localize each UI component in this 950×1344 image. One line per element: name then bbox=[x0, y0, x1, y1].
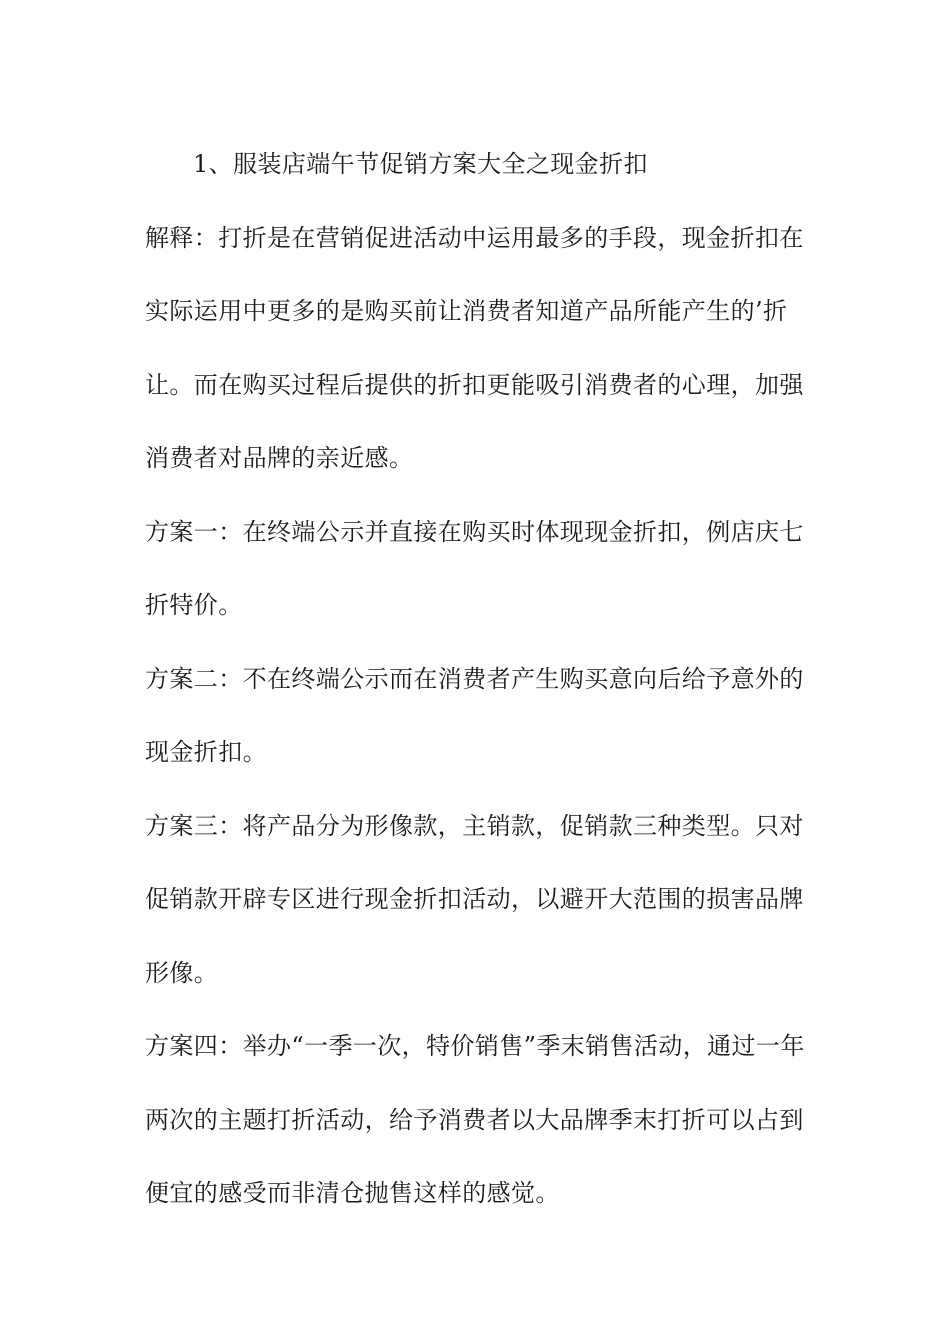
paragraph-explanation: 解释：打折是在营销促进活动中运用最多的手段，现金折扣在实际运用中更多的是购买前让消费者知道产品所能产生的’折让。而在购买过程后提供的折扣更能吸引消费者的心理，加强消费者对品牌的亲近感。 bbox=[145, 223, 804, 472]
section-heading: 1、服装店端午节促销方案大全之现金折扣 bbox=[193, 150, 648, 178]
paragraph-plan-one: 方案一：在终端公示并直接在购买时体现现金折扣，例店庆七折特价。 bbox=[145, 517, 804, 619]
document-body bbox=[145, 128, 825, 1231]
paragraph-plan-four: 方案四：举办“一季一次，特价销售”季末销售活动，通过一年两次的主题打折活动，给予消费者以大品牌季末打折可以占到便宜的感受而非清仓抛售这样的感觉。 bbox=[145, 1032, 805, 1207]
paragraph-plan-three: 方案三：将产品分为形像款，主销款，促销款三种类型。只对促销款开辟专区进行现金折扣活动，以避开大范围的损害品牌形像。 bbox=[145, 811, 804, 987]
paragraph-plan-two: 方案二：不在终端公示而在消费者产生购买意向后给予意外的现金折扣。 bbox=[145, 664, 804, 766]
